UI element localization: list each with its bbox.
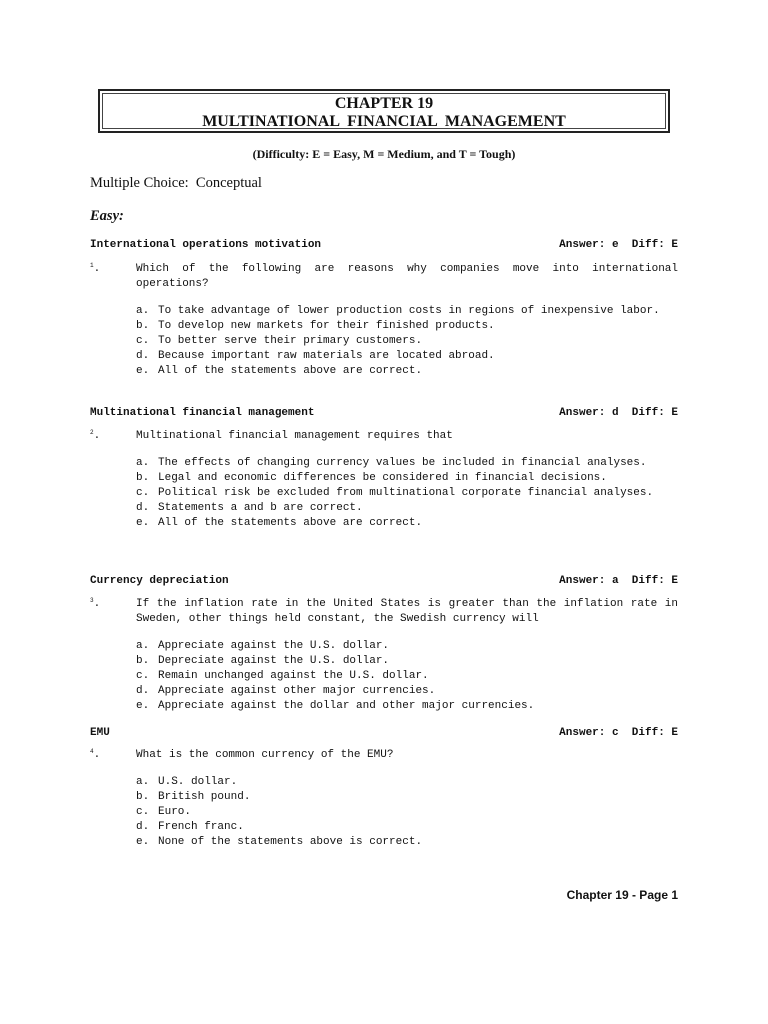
chapter-title-box <box>98 89 670 133</box>
page-footer: Chapter 19 - Page 1 <box>566 888 678 902</box>
question-number: $^3$. <box>90 597 101 610</box>
answer-option: b. To develop new markets for their finished products. <box>136 320 495 332</box>
question-topic: Currency depreciation <box>90 575 229 587</box>
question-number: $^1$. <box>90 262 101 275</box>
answer-option: b. British pound. <box>136 791 251 803</box>
difficulty-level-heading: Easy: <box>90 208 124 224</box>
answer-option: e. Appreciate against the dollar and other major currencies. <box>136 700 535 712</box>
answer-option: a. Appreciate against the U.S. dollar. <box>136 640 390 652</box>
difficulty-legend: (Difficulty: E = Easy, M = Medium, and T = Tough) <box>252 147 516 161</box>
answer-options <box>136 639 678 714</box>
answer-option: a. U.S. dollar. <box>136 776 238 788</box>
answer-option: d. Because important raw materials are located abroad. <box>136 350 495 362</box>
question-topic: International operations motivation <box>90 239 322 251</box>
answer-option: d. French franc. <box>136 821 244 833</box>
answer-options <box>136 456 678 531</box>
answer-options <box>136 775 678 850</box>
answer-option: b. Depreciate against the U.S. dollar. <box>136 655 390 667</box>
chapter-title: MULTINATIONAL FINANCIAL MANAGEMENT <box>202 113 566 130</box>
question-header <box>90 575 678 591</box>
question-answer-key: Answer: d Diff: E <box>559 407 678 419</box>
answer-option: c. To better serve their primary customers. <box>136 335 423 347</box>
answer-option: c. Remain unchanged against the U.S. dollar. <box>136 670 429 682</box>
question-stem: What is the common currency of the EMU? <box>136 749 394 761</box>
question-topic: Multinational financial management <box>90 407 315 419</box>
question-topic: EMU <box>90 727 110 739</box>
answer-option: a. The effects of changing currency values be included in financial analyses. <box>136 457 647 469</box>
question-answer-key: Answer: a Diff: E <box>559 575 678 587</box>
question-number: $^2$. <box>90 429 101 442</box>
answer-option: e. None of the statements above is correct. <box>136 836 423 848</box>
question-stem: If the inflation rate in the United States is greater than the inflation rate in Sweden, other things held constant, the Swedish currency will <box>136 598 678 625</box>
answer-option: d. Statements a and b are correct. <box>136 502 363 514</box>
answer-option: a. To take advantage of lower production costs in regions of inexpensive labor. <box>136 305 660 317</box>
question-stem: Which of the following are reasons why companies move into international operations? <box>136 263 678 290</box>
answer-option: b. Legal and economic differences be considered in financial decisions. <box>136 472 607 484</box>
answer-option: d. Appreciate against other major currencies. <box>136 685 436 697</box>
question-header <box>90 239 678 255</box>
question-number: $^4$. <box>90 748 101 761</box>
question-header <box>90 407 678 423</box>
question-answer-key: Answer: e Diff: E <box>559 239 678 251</box>
answer-option: e. All of the statements above are correct. <box>136 517 423 529</box>
question-header <box>90 727 678 743</box>
answer-option: c. Political risk be excluded from multinational corporate financial analyses. <box>136 487 654 499</box>
answer-option: c. Euro. <box>136 806 192 818</box>
answer-option: e. All of the statements above are correct. <box>136 365 423 377</box>
section-title: Multiple Choice: Conceptual <box>90 175 262 191</box>
chapter-number: CHAPTER 19 <box>334 95 434 112</box>
question-stem: Multinational financial management requires that <box>136 430 453 442</box>
question-answer-key: Answer: c Diff: E <box>559 727 678 739</box>
answer-options <box>136 304 678 379</box>
